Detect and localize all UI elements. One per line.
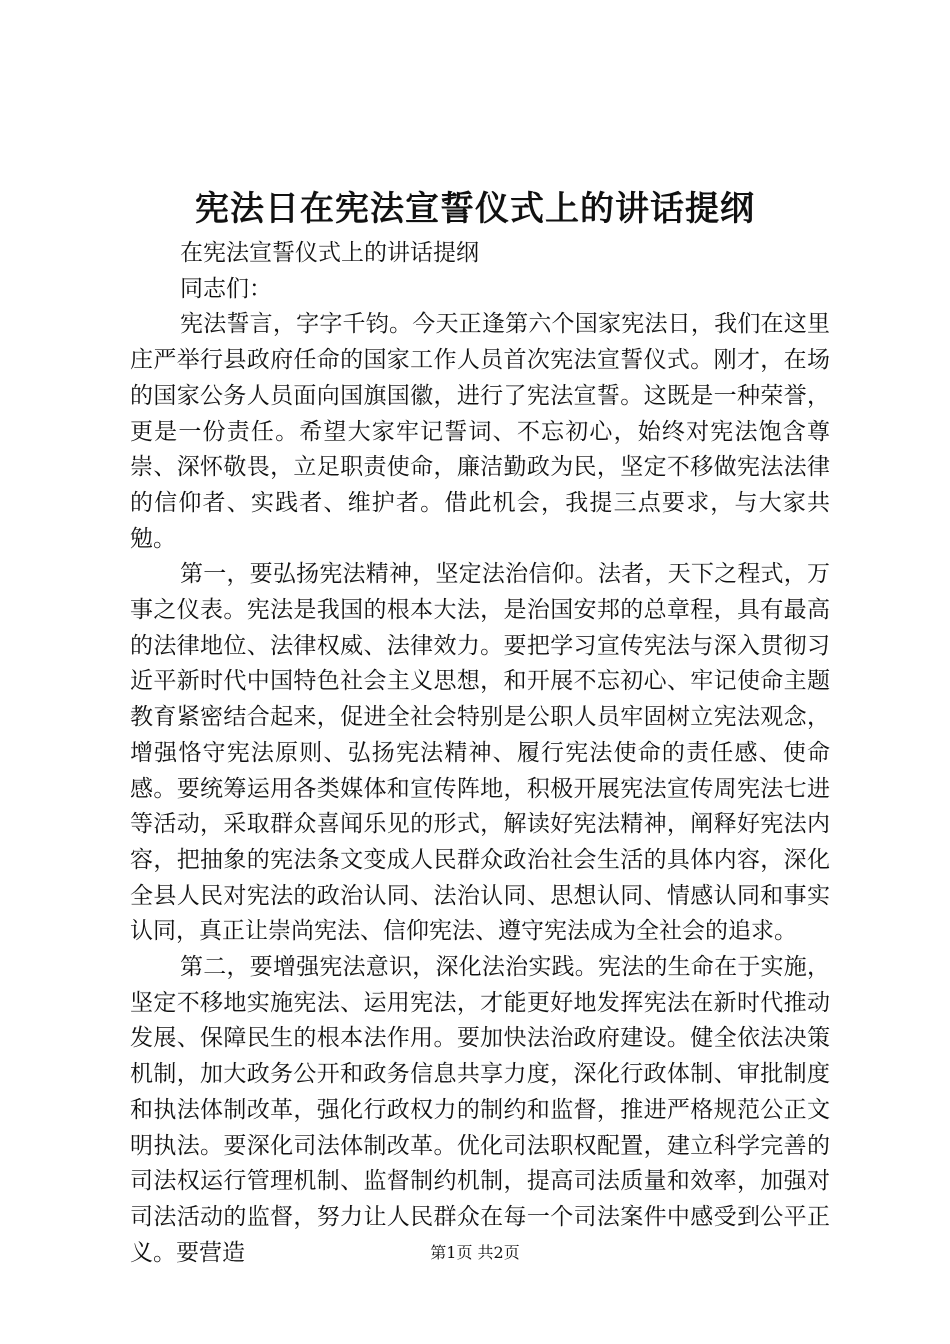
document-body xyxy=(130,236,830,1271)
salutation: 同志们： xyxy=(180,275,272,302)
document-subtitle: 在宪法宣誓仪式上的讲话提纲 xyxy=(180,240,479,266)
paragraph-first-point: 第一，要弘扬宪法精神，坚定法治信仰。法者，天下之程式，万事之仪表。宪法是我国的根本大法，是治国安邦的总章程，具有最高的法律地位、法律权威、法律效力。要把学习宣传宪法与深入贯彻习近平新时代中国特色社会主义思想，和开展不忘初心、牢记使命主题教育紧密结合起来，促进全社会特别是公职人员牢固树立宪法观念，增强恪守宪法原则、弘扬宪法精神、履行宪法使命的责任感、使命感。要统筹运用各类媒体和宣传阵地，积极开展宪法宣传周宪法七进等活动，采取群众喜闻乐见的形式，解读好宪法精神，阐释好宪法内容，把抽象的宪法条文变成人民群众政治社会生活的具体内容，深化全县人民对宪法的政治认同、法治认同、思想认同、情感认同和事实认同，真正让崇尚宪法、信仰宪法、遵守宪法成为全社会的追求。 xyxy=(130,561,830,945)
page-footer: 第1页 共2页 xyxy=(430,1243,520,1262)
document-title: 宪法日在宪法宣誓仪式上的讲话提纲 xyxy=(195,189,755,229)
paragraph-intro: 宪法誓言，字字千钧。今天正逢第六个国家宪法日，我们在这里庄严举行县政府任命的国家工作人员首次宪法宣誓仪式。刚才，在场的国家公务人员面向国旗国徽，进行了宪法宣誓。这既是一种荣誉，更是一份责任。希望大家牢记誓词、不忘初心，始终对宪法饱含尊崇、深怀敬畏，立足职责使命，廉洁勤政为民，坚定不移做宪法法律的信仰者、实践者、维护者。借此机会，我提三点要求，与大家共勉。 xyxy=(130,311,830,552)
paragraph-second-point: 第二，要增强宪法意识，深化法治实践。宪法的生命在于实施，坚定不移地实施宪法、运用宪法，才能更好地发挥宪法在新时代推动发展、保障民生的根本法作用。要加快法治政府建设。健全依法决策机制，加大政务公开和政务信息共享力度，深化行政体制、审批制度和执法体制改革，强化行政权力的制约和监督，推进严格规范公正文明执法。要深化司法体制改革。优化司法职权配置，建立科学完善的司法权运行管理机制、监督制约机制，提高司法质量和效率，加强对司法活动的监督，努力让人民群众在每一个司法案件中感受到公平正义。要营造 xyxy=(130,954,830,1266)
